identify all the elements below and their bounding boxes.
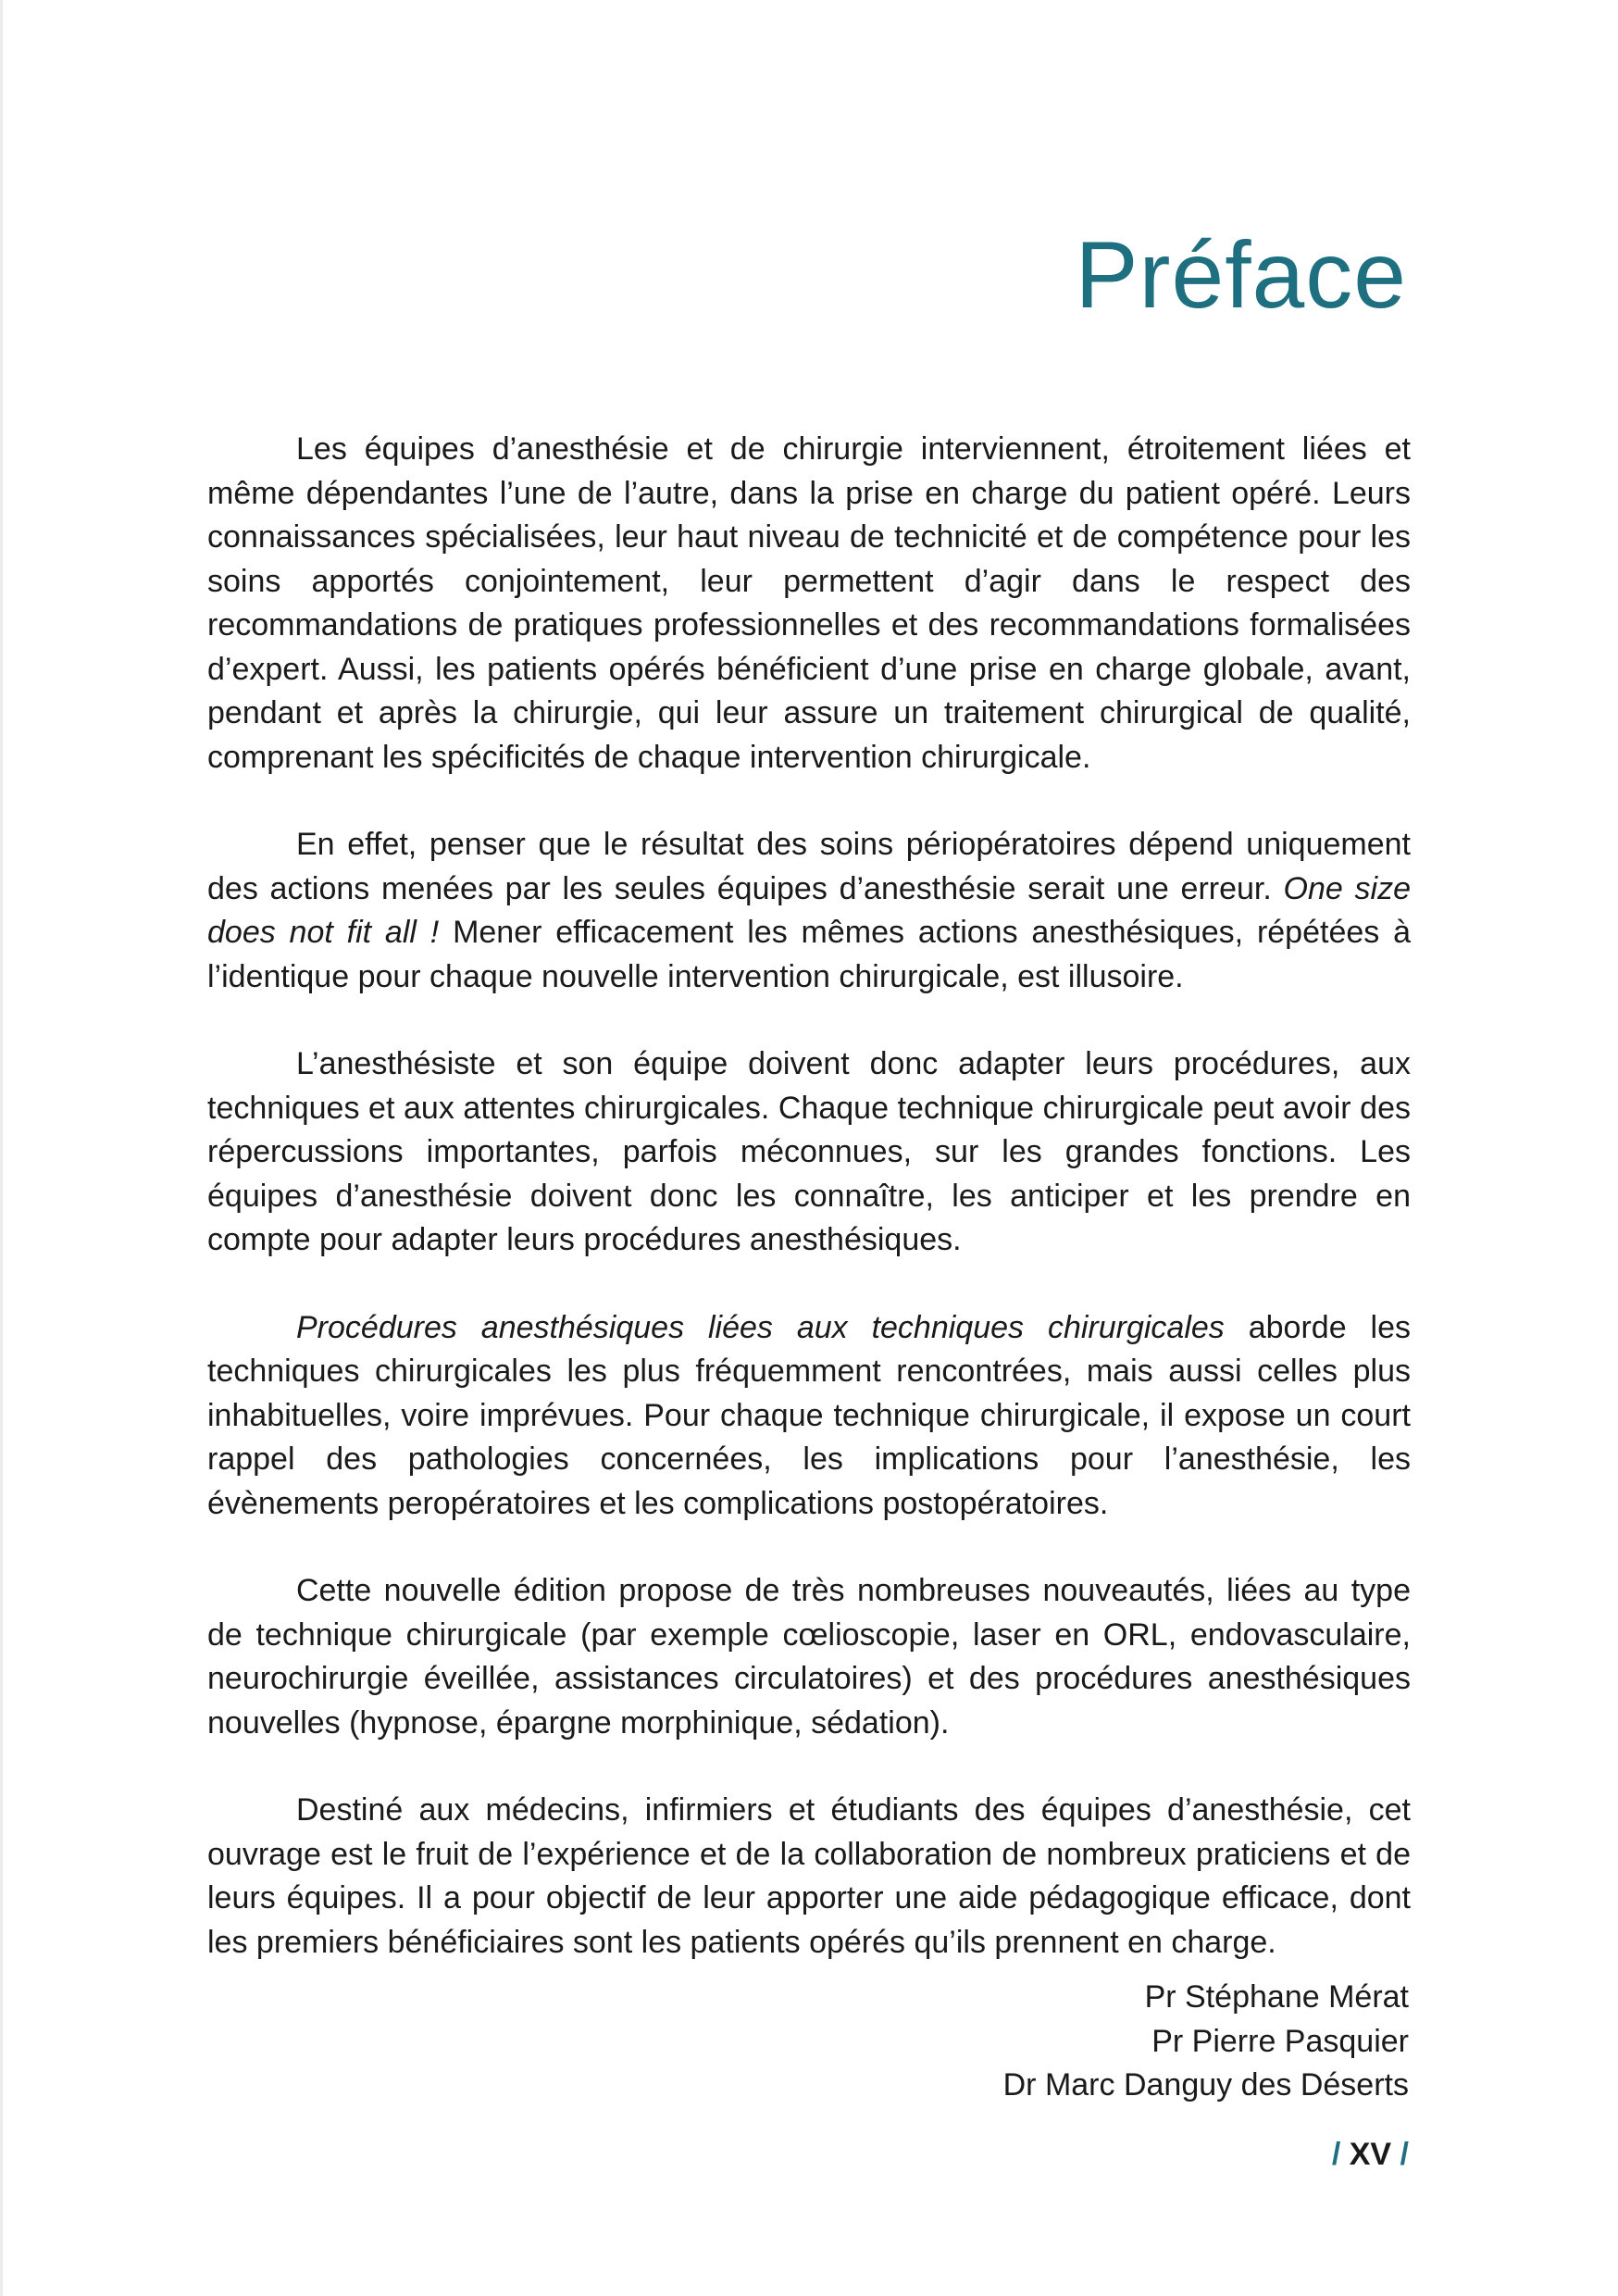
paragraph-6: Destiné aux médecins, infirmiers et étudiants des équipes d’anesthésie, cet ouvrage est le fruit de l’expérience et de la collaboration de nombreux praticiens et de leurs équipes. Il a pour objectif de leur apporter une aide pédagogique efficace, dont les premiers bénéficiaires sont les patients opérés qu’ils prennent en charge. [207,1792,1411,1960]
paragraph-4 [207,1306,1411,1527]
paragraph-2-emphasis: One size does not fit all ! [207,870,1411,950]
signature-line: Dr Marc Danguy des Déserts [1002,2067,1409,2103]
preface-body [207,428,1411,2008]
paragraph-3: L’anesthésiste et son équipe doivent donc adapter leurs procédures, aux techniques et aux attentes chirurgicales. Chaque technique chirurgicale peut avoir des répercussions importantes, parfois méconnues, sur les grandes fonctions. Les équipes d’anesthésie doivent donc les connaître, les anticiper et les prendre en compte pour adapter leurs procédures anesthésiques. [207,1046,1411,1257]
paragraph-2-after: Mener efficacement les mêmes actions anesthésiques, répétées à l’identique pour chaque nouvelle intervention chirurgicale, est illusoire. [207,915,1412,994]
paragraph-2-before: En effet, penser que le résultat des soins périopératoires dépend uniquement des actions menées par les seules équipes d’anesthésie serait une erreur. [207,827,1411,906]
signature-line: Pr Pierre Pasquier [1151,2023,1409,2059]
folio-slash-left: / [1331,2137,1341,2172]
page-number [1332,2137,1409,2173]
page-title: Préface [1075,222,1407,328]
page-edge [0,0,3,2296]
folio-number: XV [1349,2137,1392,2172]
signature-line: Pr Stéphane Mérat [1144,1979,1409,2015]
signature-block [1003,1976,1409,2108]
paragraph-4-after: aborde les techniques chirurgicales les plus fréquemment rencontrées, mais aussi celles plus inhabituelles, voire imprévues. Pour chaque technique chirurgicale, il expose un court rappel des pathologies concernées, les implications pour l’anesthésie, les évènements peropératoires et les complications postopératoires. [207,1309,1411,1521]
paragraph-2 [207,823,1411,999]
book-title-emphasis: Procédures anesthésiques liées aux techniques chirurgicales [296,1309,1225,1345]
paragraph-1: Les équipes d’anesthésie et de chirurgie interviennent, étroitement liées et même dépendantes l’une de l’autre, dans la prise en charge du patient opéré. Leurs connaissances spécialisées, leur haut niveau de technicité et de compétence pour les soins apportés conjointement, leur permettent d’agir dans le respect des recommandations de pratiques professionnelles et des recommandations formalisées d’expert. Aussi, les patients opérés bénéficient d’une prise en charge globale, avant, pendant et après la chirurgie, qui leur assure un traitement chirurgical de qualité, comprenant les spécificités de chaque intervention chirurgicale. [207,431,1411,775]
paragraph-5: Cette nouvelle édition propose de très nombreuses nouveautés, liées au type de technique chirurgicale (par exemple cœlioscopie, laser en ORL, endovasculaire, neurochirurgie éveillée, assistances circulatoires) et des procédures anesthésiques nouvelles (hypnose, épargne morphinique, sédation). [207,1573,1411,1741]
folio-slash-right: / [1400,2137,1409,2172]
